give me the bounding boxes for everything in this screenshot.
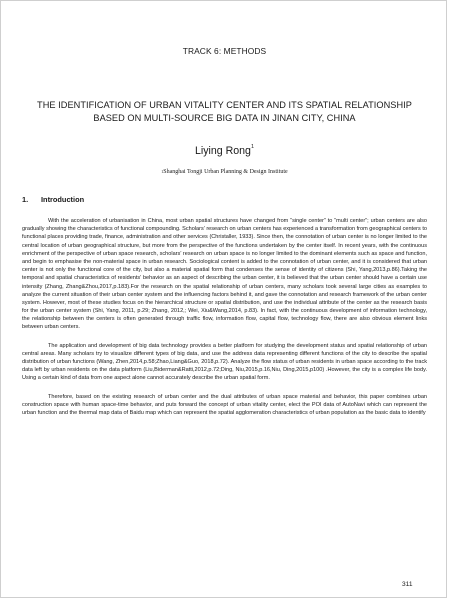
paper-page <box>22 22 427 417</box>
paper-title: THE IDENTIFICATION OF URBAN VITALITY CENTER AND ITS SPATIAL RELATIONSHIP BASED ON MULTI-SOURCE BIG DATA IN JINAN CITY, CHINA <box>37 100 412 123</box>
affiliation-footnote-mark: 1 <box>161 169 164 174</box>
section-number: 1. <box>22 195 29 204</box>
body-paragraph-1: With the acceleration of urbanisation in China, most urban spatial structures have changed from “single center” to “multi center”; urban centers are also gradually showing the characteristics of functional compounding. Scholars’ research on urban centers has experienced a transformation from geographical centers to functional places providing trade, finance, administration and other services (Christaller, 1933). Since then, the connotation of urban center is no longer limited to the central location of urban geographical structure, but more from the perspective of the functions undertaken by the center itself. In recent years, with the continuous enrichment of the perspective of urban space research, scholars’ research on urban space is no longer limited to the dominant elements such as space and function, and begin to emphasise the non-material space in urban research. Sociological content is added to the connotation of urban center, and it is considered that urban center is not only the functional core of the city, but also a material spatial form that condenses the sense of identity of citizens (Shi, Yang,2013,p.86).Taking the temporal and spatial characteristics of residents’ behavior as an aspect of describing the urban center, it is believed that the urban center should have a certain use intensity (Zhang, Zhang&Zhou,2017,p.183).For the research on the spatial relationship of urban centers, many scholars took several large cities as examples to analyze the current situation of their urban center system and the influencing factors behind it, and gave the connotation and research framework of the urban center system. However, most of these studies focus on the hierarchical structure or spatial distribution, and use the individual attribute of the center as the research basis for the urban center system (Shi, Yang, 2011, p.29; Zhang, 2012,; Wei, Xiu&Wang,2014, p.83). In fact, with the continuous development of information technology, the relationship between the centers is often generated through traffic flow, information flow, capital flow, technology flow, there are also obvious element links between urban centers. <box>22 218 427 331</box>
page-number: 311 <box>402 581 413 588</box>
body-paragraph-3: Therefore, based on the existing research of urban center and the dual attributes of urban space material and behavior, this paper combines urban construction space with human space-time behavior, and puts forward the concept of urban vitality center, elect the POI data of AutoNavi which can represent the urban function and the thermal map data of Baidu map which can represent the spatial agglomeration characteristics of urban population as the basic data to identify <box>22 393 427 416</box>
author-line <box>22 145 427 157</box>
track-header: TRACK 6: METHODS <box>182 46 267 56</box>
affiliation-line <box>22 169 427 175</box>
affiliation-text: Shanghai Tongji Urban Planning & Design Institute <box>163 169 288 175</box>
body-paragraph-2: The application and development of big data technology provides a better platform for studying the development status and spatial relationship of urban central areas. Many scholars try to visualize different types of big data, and use the address data representing different functions of the city to describe the spatial distribution of urban functions (Wang, Zhen,2014,p.58;Zhao,Liang&Guo, 2018,p.72). Analyze the flow status of urban residents in urban space according to the track data left by urban residents on the data platform (Liu,Biderman&Ratti,2012,p.72;Ding, Niu,2015,p.16,Niu, Ding,2015,p100) .However, the city is a complex life body. Using a certain kind of data from one aspect alone cannot accurately describe the urban spatial form. <box>22 342 427 382</box>
section-heading <box>22 195 427 204</box>
section-title: Introduction <box>41 195 85 204</box>
author-name: Liying Rong <box>194 145 251 157</box>
author-footnote-mark: 1 <box>250 144 254 150</box>
